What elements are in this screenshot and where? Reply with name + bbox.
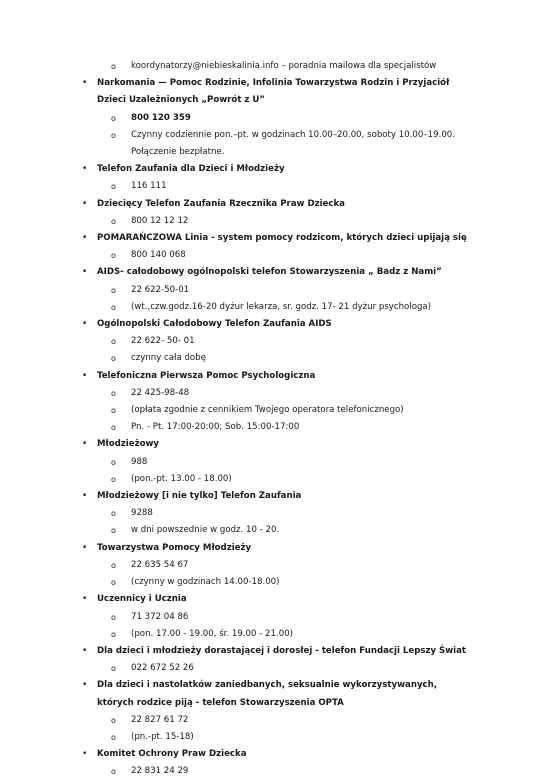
sub-list-item-text: Pn. - Pt. 17:00-20:00; Sob. 15:00-17:00 <box>131 422 300 433</box>
sub-list-item <box>0 626 543 643</box>
sub-list-item <box>0 763 543 780</box>
sub-list-item-text: (opłata zgodnie z cennikiem Twojego operatora telefonicznego) <box>131 405 404 416</box>
sub-list-item-text: koordynatorzy@niebieskalinia.info – poradnia mailowa dla specjalistów <box>131 61 437 71</box>
sub-bullet-marker: o <box>111 337 116 347</box>
sub-list-item-text: 22 425-98-48 <box>131 387 190 398</box>
sub-bullet-marker: o <box>111 664 116 674</box>
sub-list-item-text: 800 120 359 <box>131 112 191 123</box>
sub-list-item-text: 116 111 <box>131 181 167 192</box>
bullet-marker: • <box>82 164 88 175</box>
sub-bullet-marker: o <box>111 629 116 639</box>
list-item <box>0 230 543 247</box>
list-item-text: Narkomania — Pomoc Rodzinie, Infolinia Towarzystwa Rodzin i Przyjaciół Dzieci Uzależnionych „Powrót z U” <box>97 78 450 106</box>
list-item-text: Telefon Zaufania dla Dzieci i Młodzieży <box>97 164 285 175</box>
sub-bullet-marker: o <box>111 612 116 622</box>
sub-list-item-text: 800 12 12 12 <box>131 215 189 226</box>
sub-list-item <box>0 522 543 539</box>
sub-list-item <box>0 178 543 195</box>
list-item <box>0 264 543 281</box>
list-item-text: Uczennicy i Ucznia <box>97 594 187 605</box>
bullet-marker: • <box>82 233 88 244</box>
sub-list-item-text: 22 622- 50- 01 <box>131 336 195 347</box>
bullet-marker: • <box>82 319 88 330</box>
bullet-marker: • <box>82 439 88 450</box>
sub-bullet-marker: o <box>111 715 116 725</box>
list-item-text: Towarzystwa Pomocy Młodzieży <box>97 542 252 553</box>
list-item <box>0 75 543 109</box>
list-item <box>0 316 543 333</box>
sub-list-item <box>0 402 543 419</box>
sub-bullet-marker: o <box>111 62 116 71</box>
sub-bullet-marker: o <box>111 406 116 416</box>
list-item-text: Komitet Ochrony Praw Dziecka <box>97 749 247 760</box>
sub-bullet-marker: o <box>111 578 116 588</box>
sub-list-item <box>0 350 543 367</box>
sub-list-item <box>0 385 543 402</box>
sub-list-item <box>0 574 543 591</box>
bullet-marker: • <box>82 645 88 656</box>
bullet-marker: • <box>82 78 88 89</box>
bullet-marker: • <box>82 542 88 553</box>
sub-bullet-marker: o <box>111 767 116 777</box>
bullet-marker: • <box>82 198 88 209</box>
list-item <box>0 436 543 453</box>
sub-bullet-marker: o <box>111 732 116 742</box>
sub-list-item <box>0 712 543 729</box>
sub-bullet-marker: o <box>111 509 116 519</box>
list-item <box>0 368 543 385</box>
list-item-text: AIDS- całodobowy ogólnopolski telefon Stowarzyszenia „ Badz z Nami” <box>97 267 442 278</box>
sub-list-item <box>0 609 543 626</box>
sub-list-item <box>0 110 543 127</box>
bullet-marker: • <box>82 267 88 278</box>
bullet-marker: • <box>82 370 88 381</box>
bullet-marker: • <box>82 749 88 760</box>
sub-list-item <box>0 58 543 75</box>
sub-list-item-text: czynny cała dobę <box>131 353 206 364</box>
list-item-text: Telefoniczna Pierwsza Pomoc Psychologiczna <box>97 370 316 381</box>
sub-list-item <box>0 505 543 522</box>
sub-bullet-marker: o <box>111 113 116 123</box>
sub-bullet-marker: o <box>111 474 116 484</box>
sub-list-item <box>0 419 543 436</box>
sub-list-item <box>0 660 543 677</box>
sub-list-item <box>0 299 543 316</box>
sub-list-item-text: 22 622-50-01 <box>131 284 190 295</box>
list-item <box>0 746 543 763</box>
sub-list-item <box>0 729 543 746</box>
list-item <box>0 488 543 505</box>
sub-bullet-marker: o <box>111 216 116 226</box>
sub-bullet-marker: o <box>111 285 116 295</box>
sub-bullet-marker: o <box>111 182 116 192</box>
sub-bullet-marker: o <box>111 251 116 261</box>
list-item <box>0 161 543 178</box>
sub-bullet-marker: o <box>111 130 116 140</box>
sub-list-item-text: 71 372 04 86 <box>131 611 189 622</box>
sub-list-item-text: (wt.,czw.godz.16-20 dyżur lekarza, sr. godz. 17- 21 dyżur psychologa) <box>131 301 432 312</box>
sub-list-item <box>0 333 543 350</box>
sub-bullet-marker: o <box>111 526 116 536</box>
sub-list-item <box>0 557 543 574</box>
sub-list-item <box>0 127 543 161</box>
sub-list-item-text: (pon. 17.00 - 19.00, śr. 19.00 - 21.00) <box>131 628 294 639</box>
list-item-text: Młodzieżowy <box>97 439 160 450</box>
sub-bullet-marker: o <box>111 302 116 312</box>
sub-bullet-marker: o <box>111 388 116 398</box>
list-item <box>0 677 543 711</box>
sub-list-item <box>0 213 543 230</box>
sub-list-item-text: w dni powszednie w godz. 10 - 20. <box>131 525 280 536</box>
list-item <box>0 196 543 213</box>
list-item-text: POMARAŃCZOWA Linia - system pomocy rodzicom, których dzieci upijają się <box>97 233 467 244</box>
list-item-text: Ogólnopolski Całodobowy Telefon Zaufania AIDS <box>97 319 332 330</box>
sub-list-item-text: Czynny codziennie pon.–pt. w godzinach 10.00–20.00, soboty 10.00–19.00. Połączenie bezpłatne. <box>131 129 455 158</box>
sub-list-item <box>0 454 543 471</box>
document-page <box>0 58 543 781</box>
bullet-marker: • <box>82 680 88 691</box>
sub-list-item-text: (czynny w godzinach 14.00-18.00) <box>131 577 280 588</box>
sub-list-item-text: 800 140 068 <box>131 250 186 261</box>
sub-list-item-text: (pon.-pt. 13.00 - 18.00) <box>131 473 232 484</box>
sub-list-item-text: 9288 <box>131 508 153 519</box>
sub-list-item <box>0 471 543 488</box>
sub-list-item <box>0 247 543 264</box>
sub-bullet-marker: o <box>111 423 116 433</box>
sub-list-item-text: 022 672 52 26 <box>131 663 194 674</box>
list-item-text: Dla dzieci i nastolatków zaniedbanych, seksualnie wykorzystywanych, których rodzice piją - telefon Stowarzyszenia OPTA <box>97 680 438 708</box>
sub-list-item-text: 988 <box>131 456 148 467</box>
list-item <box>0 591 543 608</box>
list-item-text: Młodzieżowy [i nie tylko] Telefon Zaufania <box>97 491 302 502</box>
sub-list-item-text: 22 831 24 29 <box>131 766 189 777</box>
list-item <box>0 643 543 660</box>
list-item-text: Dziecięcy Telefon Zaufania Rzecznika Praw Dziecka <box>97 198 345 209</box>
sub-list-item-text: 22 635 54 67 <box>131 559 189 570</box>
sub-list-item <box>0 282 543 299</box>
list-item-text: Dla dzieci i młodzieży dorastającej i dorosłej - telefon Fundacji Lepszy Świat <box>97 645 467 656</box>
list-item <box>0 540 543 557</box>
sub-bullet-marker: o <box>111 560 116 570</box>
sub-bullet-marker: o <box>111 457 116 467</box>
sub-list-item-text: 22 827 61 72 <box>131 714 189 725</box>
sub-bullet-marker: o <box>111 354 116 364</box>
bullet-marker: • <box>82 594 88 605</box>
sub-list-item-text: (pn.-pt. 15-18) <box>131 731 194 742</box>
bullet-marker: • <box>82 491 88 502</box>
